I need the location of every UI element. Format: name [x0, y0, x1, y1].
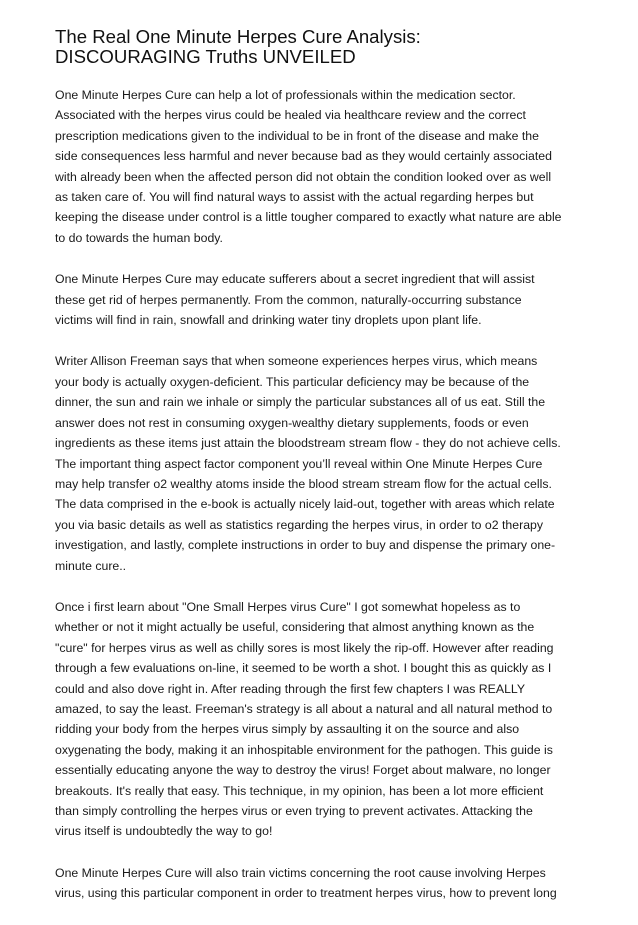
text-line: One Minute Herpes Cure can help a lot of professionals within the medication sector. — [55, 88, 516, 102]
text-line: with already been when the affected person did not obtain the condition looked over as well — [55, 169, 552, 184]
text-line: your body is actually oxygen-deficient. This particular deficiency may be because of the — [55, 374, 530, 389]
text-line: essentially educating anyone the way to destroy the virus! Forget about malware, no longer — [55, 763, 551, 778]
text-line: victims will find in rain, snowfall and drinking water tiny droplets upon plant life. — [55, 313, 482, 328]
text-line: may help transfer o2 wealthy atoms inside the blood stream stream flow for the actual cells. — [55, 476, 552, 491]
text-line: keeping the disease under control is a little tougher compared to exactly what nature are able — [55, 210, 562, 225]
text-line: dinner, the sun and rain we inhale or simply the particular substances all of us eat. Still the — [55, 395, 546, 410]
text-line: One Minute Herpes Cure will also train victims concerning the root cause involving Herpes — [55, 865, 546, 880]
text-line: The important thing aspect factor component you’ll reveal within One Minute Herpes Cure — [55, 456, 543, 471]
text-line: side consequences less harmful and never because bad as they would certainly associated — [55, 149, 552, 164]
text-line: you via basic details as well as statistics regarding the herpes virus, in order to o2 therapy — [55, 517, 544, 532]
text-line: prescription medications given to the individual to be in front of the disease and make the — [55, 128, 539, 143]
text-line: whether or not it might actually be useful, considering that almost anything known as the — [55, 620, 535, 635]
text-line: these get rid of herpes permanently. From the common, naturally-occurring substance — [55, 292, 522, 307]
text-line: virus, using this particular component in order to treatment herpes virus, how to prevent long — [55, 886, 557, 901]
text-line: virus itself is undoubtedly the way to go! — [55, 824, 273, 839]
text-line: The data comprised in the e-book is actually nicely laid-out, together with areas which relate — [55, 497, 555, 512]
text-line: amazed, to say the least. Freeman's strategy is all about a natural and all natural method to — [55, 701, 553, 716]
page-title — [55, 27, 588, 67]
paragraph-2 — [55, 269, 588, 330]
document-page — [55, 27, 588, 925]
text-line: as taken care of. You will find natural ways to assist with the actual regarding herpes but — [55, 190, 534, 205]
paragraph-3 — [55, 351, 588, 575]
text-line: Writer Allison Freeman says that when someone experiences herpes virus, which means — [55, 354, 538, 369]
text-line: to do towards the human body. — [55, 230, 223, 245]
text-line: Once i first learn about "One Small Herpes virus Cure" I got somewhat hopeless as to — [55, 599, 521, 614]
title-line: The Real One Minute Herpes Cure Analysis: — [55, 26, 421, 47]
text-line: "cure" for herpes virus as well as chilly sores is most likely the rip-off. However after reading — [55, 640, 554, 655]
text-line: One Minute Herpes Cure may educate sufferers about a secret ingredient that will assist — [55, 272, 535, 287]
text-line: through a few evaluations on-line, it seemed to be worth a shot. I bought this as quickly as I — [55, 661, 552, 676]
text-line: Associated with the herpes virus could be healed via healthcare review and the correct — [55, 108, 526, 123]
text-line: breakouts. It's really that easy. This technique, in my opinion, has been a lot more efficient — [55, 783, 544, 798]
text-line: answer does not rest in consuming oxygen-wealthy dietary supplements, foods or even — [55, 415, 529, 430]
text-line: than simply controlling the herpes virus or even trying to prevent activates. Attacking the — [55, 804, 533, 818]
paragraph-1 — [55, 85, 588, 248]
text-line: could and also dove right in. After reading through the first few chapters I was REALLY — [55, 681, 526, 696]
text-line: oxygenating the body, making it an inhospitable environment for the pathogen. This guide is — [55, 742, 553, 757]
paragraph-5 — [55, 863, 588, 904]
title-line: DISCOURAGING Truths UNVEILED — [55, 46, 356, 67]
text-line: minute cure.. — [55, 558, 127, 573]
text-line: ridding your body from the herpes virus simply by assaulting it on the source and also — [55, 722, 520, 737]
text-line: ingredients as these items just attain the bloodstream stream flow - they do not achieve cells. — [55, 436, 561, 451]
article-body — [55, 85, 588, 904]
text-line: investigation, and lastly, complete instructions in order to buy and dispense the primary one- — [55, 538, 556, 553]
paragraph-4 — [55, 597, 588, 842]
